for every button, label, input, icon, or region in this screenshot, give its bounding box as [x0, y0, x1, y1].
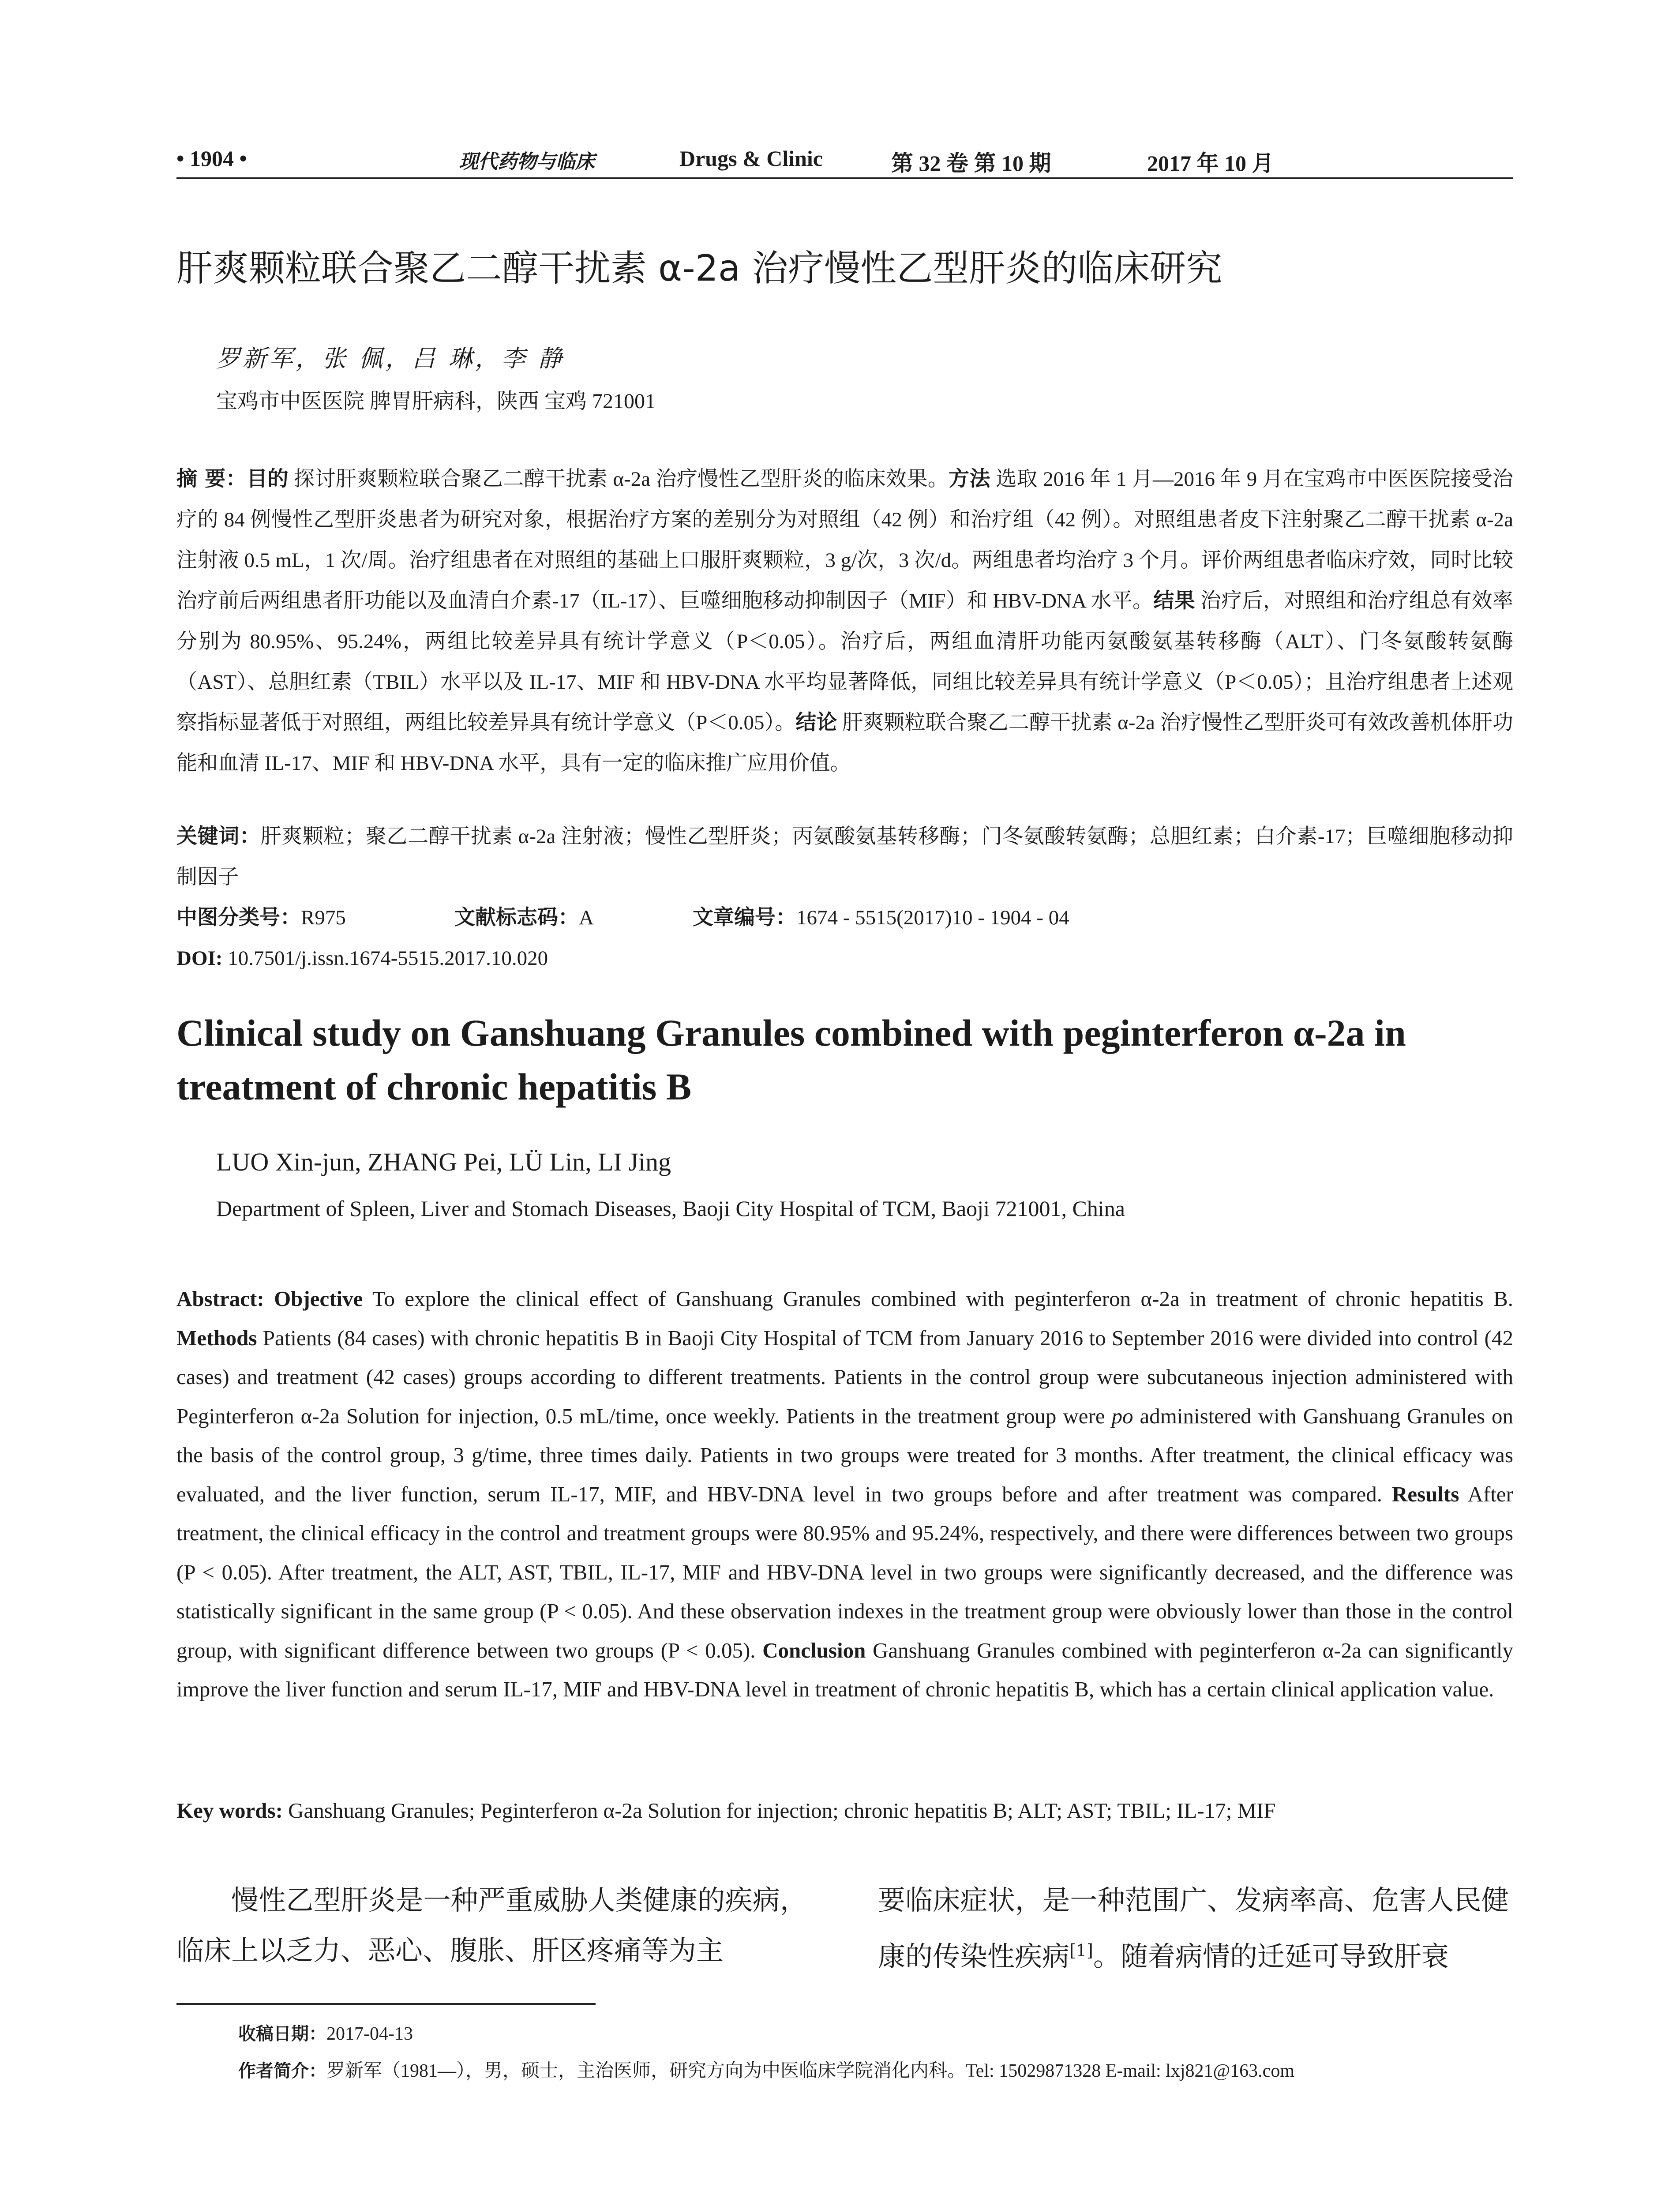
- article-number-label: 文章编号：: [693, 905, 796, 930]
- clc-value: R975: [301, 906, 346, 929]
- methods-text-en-2: administered with Ganshuang Granules on the basis of the control group, 3 g/time, three times daily. Patients in two groups were treated for 3 months. After treatment, the clinical efficacy was evaluated, and the liver function, serum IL-17, MIF, and HBV-DNA level in two groups before and after treatment was compared.: [176, 1403, 1513, 1506]
- clc-label: 中图分类号：: [176, 905, 301, 930]
- conclusion-label-cn: 结论: [795, 710, 837, 735]
- results-label-en: Results: [1391, 1482, 1459, 1506]
- results-label-cn: 结果: [1153, 589, 1195, 613]
- journal-name-cn: 现代药物与临床: [459, 150, 595, 173]
- received-label: 收稿日期：: [238, 2024, 326, 2044]
- keywords-en-text: Ganshuang Granules; Peginterferon α-2a Solution for injection; chronic hepatitis B; ALT; AST; TBIL; IL-17; MIF: [282, 1798, 1276, 1823]
- results-text-en: After treatment, the clinical efficacy in the control and treatment groups were 80.95% and 95.24%, respectively, and there were differences between two groups (P < 0.05). After treatment, the ALT, AST, TBIL, IL-17, MIF and HBV-DNA level in two groups were significantly decreased, and the difference was statistically significant in the same group (P < 0.05). And these observation indexes in the treatment group were obviously lower than those in the control group, with significant difference between two groups (P < 0.05).: [176, 1482, 1513, 1662]
- methods-italic-en: po: [1111, 1403, 1133, 1428]
- author-bio-label: 作者简介：: [238, 2061, 326, 2081]
- abstract-en-label: Abstract: Objective: [176, 1287, 363, 1311]
- running-header: [176, 142, 1513, 179]
- objective-text-en: To explore the clinical effect of Ganshuang Granules combined with peginterferon α-2a in treatment of chronic hepatitis B.: [363, 1287, 1514, 1311]
- keywords-cn-text: 肝爽颗粒；聚乙二醇干扰素 α-2a 注射液；慢性乙型肝炎；丙氨酸氨基转移酶；门冬氨酸转氨酶；总胆红素；白介素-17；巨噬细胞移动抑制因子: [176, 825, 1513, 889]
- doc-code-label: 文献标志码：: [454, 905, 579, 930]
- doc-code-value: A: [579, 906, 594, 929]
- methods-label-cn: 方法: [949, 467, 990, 491]
- methods-text-en: Patients (84 cases) with chronic hepatitis B in Baoji City Hospital of TCM from January 2016 to September 2016 were divided into control (42 cases) and treatment (42 cases) groups according to different treatments. Patients in the control group were subcutaneous injection administered with Peginterferon α-2a Solution for injection, 0.5 mL/time, once weekly. Patients in the treatment group were: [176, 1325, 1513, 1428]
- conclusion-label-en: Conclusion: [762, 1638, 866, 1662]
- article-number-value: 1674 - 5515(2017)10 - 1904 - 04: [796, 906, 1069, 929]
- keywords-cn-label: 关键词：: [176, 824, 261, 848]
- body-text-left-column: 慢性乙型肝炎是一种严重威胁人类健康的疾病，临床上以乏力、恶心、腹胀、肝区疼痛等为主: [176, 1884, 807, 1966]
- abstract-cn-label: 摘 要：: [176, 467, 247, 491]
- journal-name-en: Drugs & Clinic: [679, 146, 823, 171]
- footnote-received-date: [238, 2020, 413, 2045]
- objective-label-cn: 目的: [247, 467, 289, 491]
- article-title-en: Clinical study on Ganshuang Granules combined with peginterferon α-2a in treatment of chronic hepatitis B: [176, 1012, 1406, 1108]
- keywords-en: [176, 1791, 1513, 1830]
- conclusion-text-en: Ganshuang Granules combined with peginterferon α-2a can significantly improve the liver function and serum IL-17, MIF and HBV-DNA level in treatment of chronic hepatitis B, which has a certain clinical application value.: [176, 1638, 1513, 1701]
- authors-en: LUO Xin-jun, ZHANG Pei, LÜ Lin, LI Jing: [216, 1148, 671, 1176]
- body-text-right-column: [878, 1875, 1509, 1982]
- conclusion-text-cn: 肝爽颗粒联合聚乙二醇干扰素 α-2a 治疗慢性乙型肝炎可有效改善机体肝功能和血清 IL-17、MIF 和 HBV-DNA 水平，具有一定的临床推广应用价值。: [176, 711, 1514, 775]
- footnote-author-bio: [238, 2056, 1294, 2082]
- doi-label: DOI:: [176, 947, 223, 970]
- classification-line: [176, 897, 1513, 938]
- results-text-cn: 治疗后，对照组和治疗组总有效率分别为 80.95%、95.24%，两组比较差异具有统计学意义（P＜0.05）。治疗后，两组血清肝功能丙氨酸氨基转移酶（ALT）、门冬氨酸转氨酶（AST）、总胆红素（TBIL）水平以及 IL-17、MIF 和 HBV-DNA 水平均显著降低，同组比较差异具有统计学意义（P＜0.05）；且治疗组患者上述观察指标显著低于对照组，两组比较差异具有统计学意义（P＜0.05）。: [176, 589, 1514, 734]
- issue-date: 2017 年 10 月: [1147, 151, 1274, 176]
- doi-line: [176, 938, 1513, 979]
- objective-text-cn: 探讨肝爽颗粒联合聚乙二醇干扰素 α-2a 治疗慢性乙型肝炎的临床效果。: [288, 468, 949, 491]
- abstract-en: [176, 1279, 1513, 1709]
- methods-text-cn: 选取 2016 年 1 月—2016 年 9 月在宝鸡市中医医院接受治疗的 84 例慢性乙型肝炎患者为研究对象，根据治疗方案的差别分为对照组（42 例）和治疗组（42 例）。对照组患者皮下注射聚乙二醇干扰素 α-2a 注射液 0.5 mL，1 次/周。治疗组患者在对照组的基础上口服肝爽颗粒，3 g/次，3 次/d。两组患者均治疗 3 个月。评价两组患者临床疗效，同时比较治疗前后两组患者肝功能以及血清白介素-17（IL-17）、巨噬细胞移动抑制因子（MIF）和 HBV-DNA 水平。: [176, 468, 1514, 612]
- author-bio-text: 罗新军（1981—），男，硕士，主治医师，研究方向为中医临床学院消化内科。Tel: 15029871328 E-mail: lxj821@163.com: [326, 2061, 1294, 2081]
- affiliation-en: Department of Spleen, Liver and Stomach Diseases, Baoji City Hospital of TCM, Baoji 721001, China: [216, 1196, 1125, 1221]
- page-number: • 1904 •: [176, 146, 248, 171]
- received-value: 2017-04-13: [326, 2024, 413, 2044]
- article-title-cn: 肝爽颗粒联合聚乙二醇干扰素 α-2a 治疗慢性乙型肝炎的临床研究: [176, 248, 1222, 289]
- keywords-cn: [176, 816, 1513, 897]
- doi-link[interactable]: 10.7501/j.issn.1674-5515.2017.10.020: [222, 947, 548, 970]
- authors-cn: 罗新军，张 佩，吕 琳，李 静: [216, 345, 565, 372]
- footnote-divider: [176, 2003, 596, 2005]
- affiliation-cn: 宝鸡市中医医院 脾胃肝病科，陕西 宝鸡 721001: [216, 390, 656, 413]
- methods-label-en: Methods: [176, 1325, 257, 1350]
- abstract-cn: [176, 459, 1513, 784]
- body-right-text: 要临床症状，是一种范围广、发病率高、危害人民健康的传染性疾病: [878, 1884, 1509, 1973]
- keywords-en-label: Key words:: [176, 1798, 283, 1823]
- body-right-text-2: 。随着病情的迁延可导致肝衰: [1093, 1940, 1449, 1973]
- volume-issue: 第 32 卷 第 10 期: [891, 151, 1051, 176]
- citation-ref[interactable]: [1]: [1069, 1941, 1093, 1960]
